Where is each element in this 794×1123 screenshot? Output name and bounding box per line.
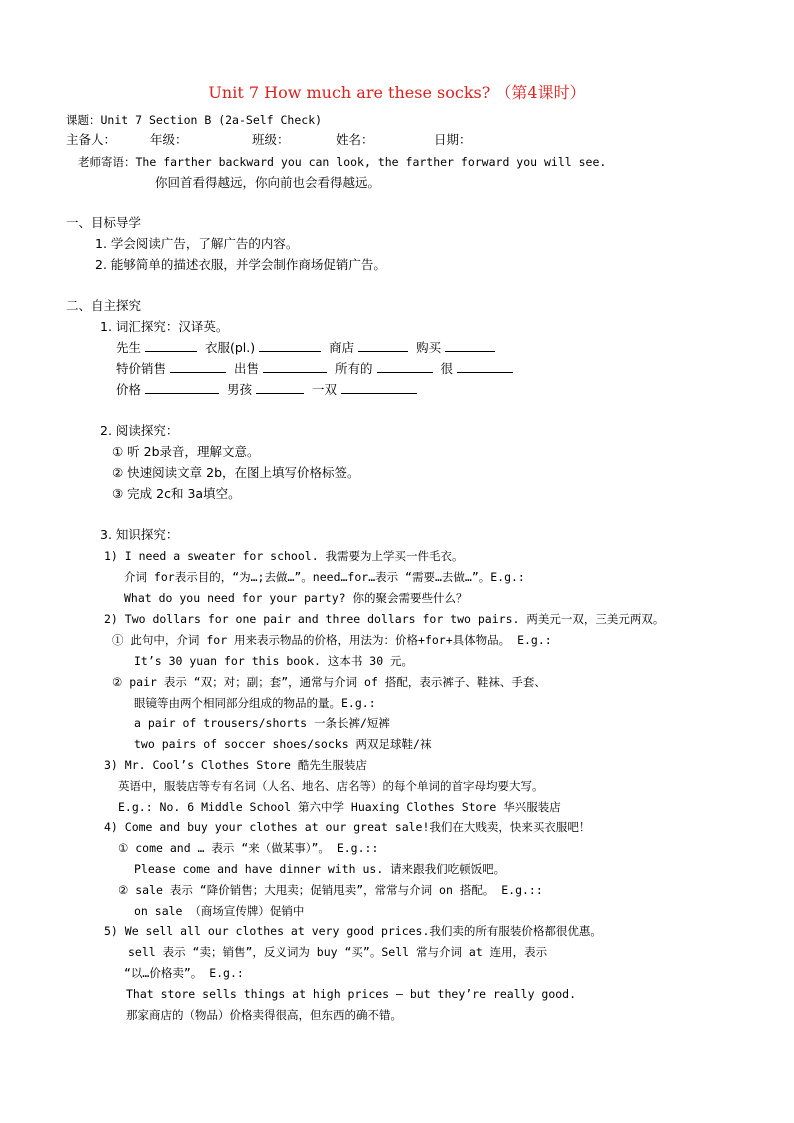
vocab-word: 特价销售: [116, 361, 167, 376]
vocab-word: 价格: [116, 382, 142, 397]
answer-blank[interactable]: [145, 350, 197, 352]
knowledge-line: 那家商店的（物品）价格卖得很高，但东西的确不错。: [126, 1008, 402, 1022]
knowledge-line: ② sale 表示 “降价销售；大甩卖；促销甩卖”，常常与介词 on 搭配。 E.g.::: [118, 883, 543, 897]
knowledge-line: on sale （商场宣传牌）促销中: [134, 904, 305, 918]
answer-blank[interactable]: [259, 350, 321, 352]
vocab-word: 所有的: [335, 361, 373, 376]
reading-item: ① 听 2b录音，理解文意。: [112, 444, 260, 459]
vocab-row: [116, 383, 421, 397]
answer-blank[interactable]: [457, 371, 513, 373]
knowledge-line: a pair of trousers/shorts 一条长裤/短裤: [134, 716, 390, 730]
knowledge-line: “以…价格卖”。 E.g.:: [124, 966, 244, 980]
teacher-message-cn: 你回首看得越远，你向前也会看得越远。: [155, 175, 381, 190]
answer-blank[interactable]: [145, 392, 219, 394]
knowledge-line: ② pair 表示 “双；对；副；套”，通常与介词 of 搭配，表示裤子、鞋袜、手套、: [112, 675, 546, 689]
knowledge-line: What do you need for your party? 你的聚会需要些什么？: [124, 591, 468, 605]
info-row: [66, 133, 472, 147]
knowledge-heading: 3. 知识探究：: [100, 527, 179, 542]
knowledge-line: 1) I need a sweater for school. 我需要为上学买一件毛衣。: [104, 549, 464, 563]
knowledge-line: two pairs of soccer shoes/socks 两双足球鞋/袜: [134, 737, 432, 751]
section1-item: 1. 学会阅读广告，了解广告的内容。: [95, 236, 299, 251]
knowledge-line: 3) Mr. Cool’s Clothes Store 酷先生服装店: [104, 758, 367, 772]
vocab-heading: 1. 词汇探究：汉译英。: [100, 319, 229, 334]
class-label: 班级：: [252, 132, 290, 147]
vocab-word: 很: [440, 361, 454, 376]
vocab-word: 出售: [234, 361, 260, 376]
knowledge-line: Please come and have dinner with us. 请来跟我们吃顿饭吧。: [134, 862, 506, 876]
reading-heading: 2. 阅读探究：: [100, 423, 179, 438]
answer-blank[interactable]: [358, 350, 408, 352]
vocab-word: 衣服(pl.): [205, 340, 256, 355]
knowledge-line: ① 此句中，介词 for 用来表示物品的价格，用法为：价格+for+具体物品。 E.g.:: [112, 633, 552, 647]
answer-blank[interactable]: [170, 371, 226, 373]
topic-line: 课题：Unit 7 Section B (2a-Self Check): [66, 113, 323, 127]
vocab-word: 购买: [416, 340, 442, 355]
knowledge-line: 眼镜等由两个相同部分组成的物品的量。E.g.:: [134, 696, 376, 710]
name-label: 姓名：: [336, 132, 374, 147]
section1-item: 2. 能够简单的描述衣服，并学会制作商场促销广告。: [95, 257, 386, 272]
answer-blank[interactable]: [377, 371, 433, 373]
teacher-message-en: 老师寄语：The farther backward you can look, the farther forward you will see.: [78, 155, 607, 169]
grade-label: 年级：: [150, 132, 188, 147]
answer-blank[interactable]: [256, 392, 304, 394]
vocab-row: [116, 341, 499, 355]
vocab-word: 商店: [329, 340, 355, 355]
knowledge-line: 2) Two dollars for one pair and three dollars for two pairs. 两美元一双，三美元两双。: [104, 612, 665, 626]
knowledge-line: ① come and … 表示 “来（做某事）”。 E.g.::: [118, 841, 379, 855]
vocab-word: 男孩: [227, 382, 253, 397]
reading-item: ② 快速阅读文章 2b，在图上填写价格标签。: [112, 465, 360, 480]
page-title: Unit 7 How much are these socks? （第4课时）: [208, 83, 586, 102]
knowledge-line: 介词 for表示目的，“为…;去做…”。need…for…表示 “需要…去做…”。E.g.:: [124, 570, 525, 584]
preparer-label: 主备人：: [66, 132, 117, 147]
answer-blank[interactable]: [263, 371, 327, 373]
vocab-word: 一双: [312, 382, 338, 397]
section2-heading: 二、自主探究: [66, 298, 142, 313]
knowledge-line: 4) Come and buy your clothes at our great sale!我们在大贱卖，快来买衣服吧！: [104, 820, 591, 834]
vocab-word: 先生: [116, 340, 142, 355]
knowledge-line: sell 表示 “卖；销售”，反义词为 buy “买”。Sell 常与介词 at 连用，表示: [128, 945, 548, 959]
knowledge-line: E.g.: No. 6 Middle School 第六中学 Huaxing Clothes Store 华兴服装店: [118, 800, 561, 814]
date-label: 日期：: [434, 132, 472, 147]
knowledge-line: 英语中，服装店等专有名词（人名、地名、店名等）的每个单词的首字母均要大写。: [118, 779, 544, 793]
knowledge-line: That store sells things at high prices — but they’re really good.: [126, 987, 577, 1001]
reading-item: ③ 完成 2c和 3a填空。: [112, 486, 241, 501]
vocab-row: [116, 362, 517, 376]
knowledge-line: It’s 30 yuan for this book. 这本书 30 元。: [134, 654, 414, 668]
answer-blank[interactable]: [341, 392, 417, 394]
answer-blank[interactable]: [445, 350, 495, 352]
knowledge-line: 5) We sell all our clothes at very good prices.我们卖的所有服装价格都很优惠。: [104, 924, 602, 938]
section1-heading: 一、目标导学: [66, 215, 142, 230]
